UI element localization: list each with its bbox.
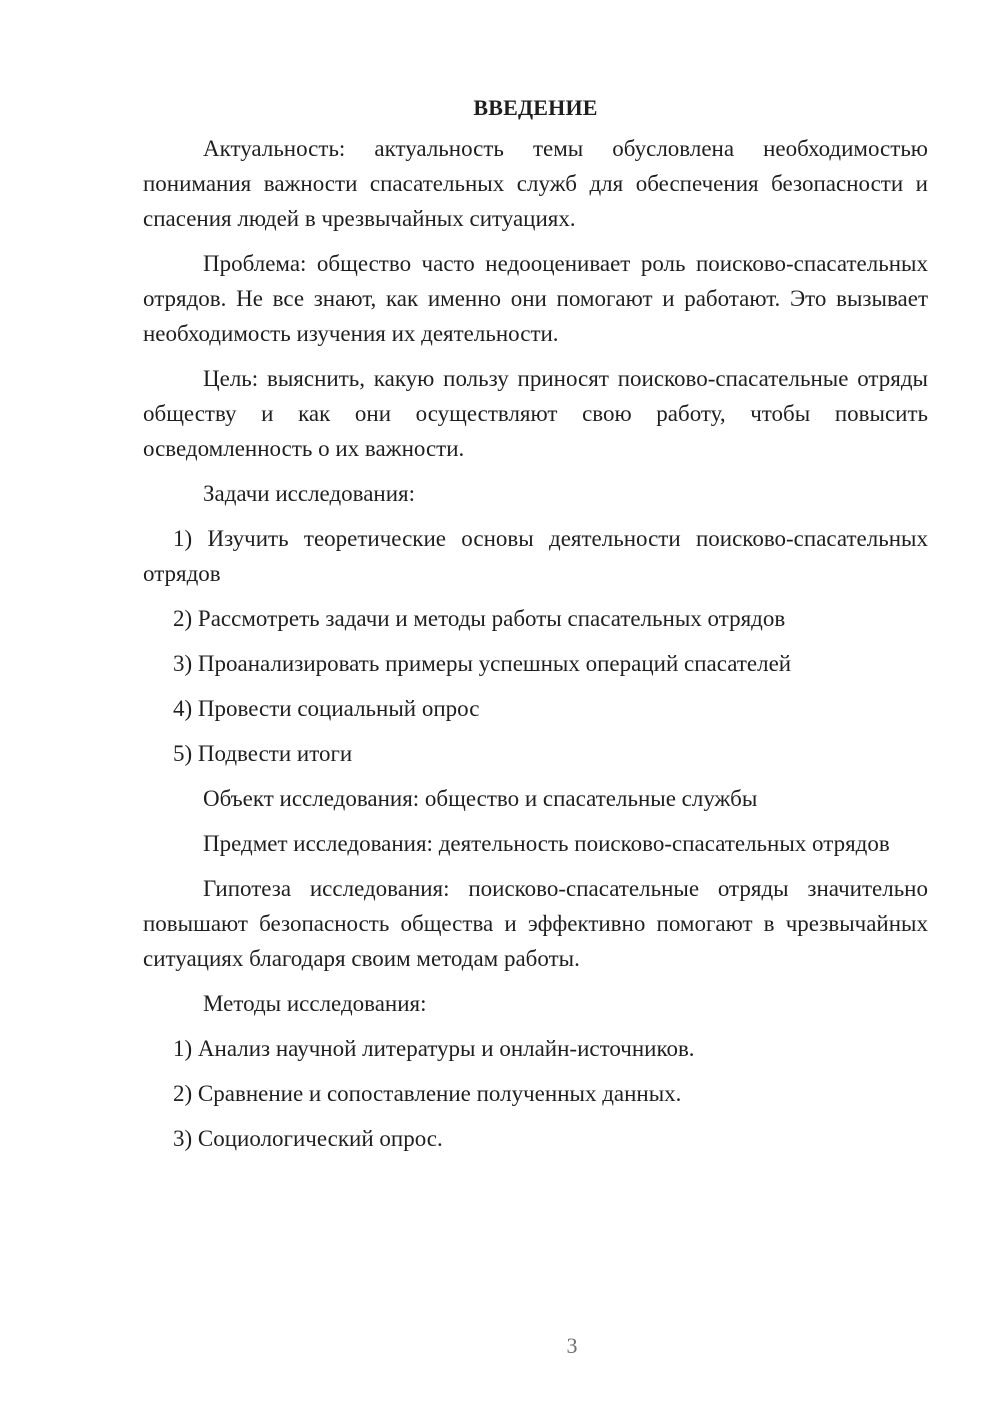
methods-heading: Методы исследования: xyxy=(203,991,427,1016)
hypothesis-paragraph: Гипотеза исследования: поисково-спасательные отряды значительно повышают безопасность общества и эффективно помогают в чрезвычайных ситуациях благодаря своим методам работы. xyxy=(143,876,928,971)
method-item-3: 3) Социологический опрос. xyxy=(173,1126,443,1151)
subject-paragraph: Предмет исследования: деятельность поисково-спасательных отрядов xyxy=(203,831,890,856)
page-number: 3 xyxy=(566,1333,578,1358)
document-body xyxy=(143,90,928,1166)
task-item-3: 3) Проанализировать примеры успешных операций спасателей xyxy=(173,651,792,676)
problem-paragraph: Проблема: общество часто недооценивает роль поисково-спасательных отрядов. Не все знают, как именно они помогают и работают. Это вызывает необходимость изучения их деятельности. xyxy=(143,251,928,346)
relevance-paragraph: Актуальность: актуальность темы обусловлена необходимостью понимания важности спасательных служб для обеспечения безопасности и спасения людей в чрезвычайных ситуациях. xyxy=(143,136,928,231)
method-item-2: 2) Сравнение и сопоставление полученных данных. xyxy=(173,1081,682,1106)
tasks-heading: Задачи исследования: xyxy=(203,481,416,506)
task-item-2: 2) Рассмотреть задачи и методы работы спасательных отрядов xyxy=(173,606,786,631)
task-item-4: 4) Провести социальный опрос xyxy=(173,696,480,721)
method-item-1: 1) Анализ научной литературы и онлайн-источников. xyxy=(173,1036,695,1061)
task-item-5: 5) Подвести итоги xyxy=(173,741,353,766)
object-paragraph: Объект исследования: общество и спасательные службы xyxy=(203,786,758,811)
goal-paragraph: Цель: выяснить, какую пользу приносят поисково-спасательные отряды обществу и как они осуществляют свою работу, чтобы повысить осведомленность о их важности. xyxy=(143,366,928,461)
section-title: ВВЕДЕНИЕ xyxy=(473,95,598,120)
task-item-1: 1) Изучить теоретические основы деятельности поисково-спасательных отрядов xyxy=(143,526,928,586)
